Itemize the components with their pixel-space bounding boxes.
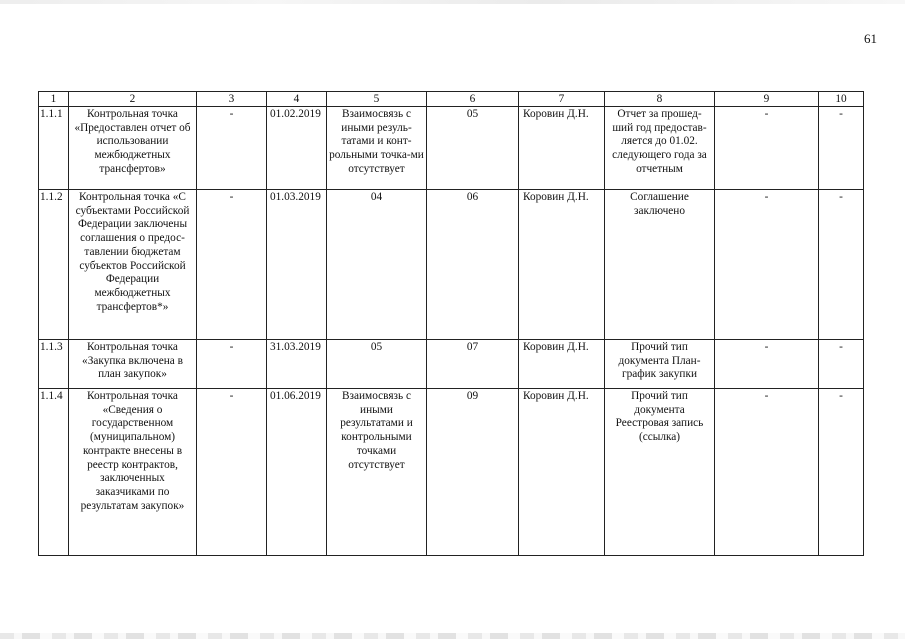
row-col10: -	[819, 389, 864, 556]
row-code: 1.1.4	[39, 389, 69, 556]
table-header-row	[39, 92, 864, 107]
header-col-7: 7	[519, 92, 605, 107]
row-col9: -	[715, 190, 819, 340]
header-col-9: 9	[715, 92, 819, 107]
table-row	[39, 340, 864, 389]
row-col3: -	[197, 340, 267, 389]
row-code: 1.1.1	[39, 107, 69, 190]
row-document: Соглашение заключено	[605, 190, 715, 340]
row-responsible: Коровин Д.Н.	[519, 107, 605, 190]
header-col-5: 5	[327, 92, 427, 107]
header-col-2: 2	[69, 92, 197, 107]
row-document: Прочий тип документа Реестровая запись (ссылка)	[605, 389, 715, 556]
row-date: 01.06.2019	[267, 389, 327, 556]
row-relation: 04	[327, 190, 427, 340]
header-col-3: 3	[197, 92, 267, 107]
row-col10: -	[819, 340, 864, 389]
row-relation: 05	[327, 340, 427, 389]
row-document: Отчет за прошед-ший год предостав-ляется до 01.02. следующего года за отчетным	[605, 107, 715, 190]
header-col-10: 10	[819, 92, 864, 107]
row-col6: 09	[427, 389, 519, 556]
header-col-6: 6	[427, 92, 519, 107]
row-col10: -	[819, 190, 864, 340]
row-col3: -	[197, 190, 267, 340]
header-col-8: 8	[605, 92, 715, 107]
row-code: 1.1.2	[39, 190, 69, 340]
row-date: 31.03.2019	[267, 340, 327, 389]
table-row	[39, 389, 864, 556]
row-date: 01.03.2019	[267, 190, 327, 340]
row-name: Контрольная точка «Сведения о государственном (муниципальном) контракте внесены в реестр контрактов, заключенных заказчиками по результатам закупок»	[69, 389, 197, 556]
row-col10: -	[819, 107, 864, 190]
row-document: Прочий тип документа План-график закупки	[605, 340, 715, 389]
scan-edge-top	[0, 0, 905, 4]
row-col3: -	[197, 389, 267, 556]
table-row	[39, 190, 864, 340]
row-responsible: Коровин Д.Н.	[519, 340, 605, 389]
header-col-4: 4	[267, 92, 327, 107]
row-col3: -	[197, 107, 267, 190]
row-col9: -	[715, 107, 819, 190]
row-col6: 05	[427, 107, 519, 190]
row-col6: 06	[427, 190, 519, 340]
row-name: Контрольная точка «Предоставлен отчет об использовании межбюджетных трансфертов»	[69, 107, 197, 190]
table-row	[39, 107, 864, 190]
header-col-1: 1	[39, 92, 69, 107]
page-number: 61	[864, 31, 877, 46]
scan-edge-bottom	[0, 633, 905, 639]
row-name: Контрольная точка «Закупка включена в план закупок»	[69, 340, 197, 389]
row-col9: -	[715, 340, 819, 389]
row-relation: Взаимосвязь с иными результатами и контрольными точками отсутствует	[327, 389, 427, 556]
row-col6: 07	[427, 340, 519, 389]
row-code: 1.1.3	[39, 340, 69, 389]
row-col9: -	[715, 389, 819, 556]
row-relation: Взаимосвязь с иными резуль-татами и конт-рольными точка-ми отсутствует	[327, 107, 427, 190]
row-responsible: Коровин Д.Н.	[519, 389, 605, 556]
control-points-table	[38, 91, 864, 556]
row-name: Контрольная точка «С субъектами Российской Федерации заключены соглашения о предос-тавлении бюджетам субъектов Российской Федерации межбюджетных трансфертов*»	[69, 190, 197, 340]
row-responsible: Коровин Д.Н.	[519, 190, 605, 340]
row-date: 01.02.2019	[267, 107, 327, 190]
